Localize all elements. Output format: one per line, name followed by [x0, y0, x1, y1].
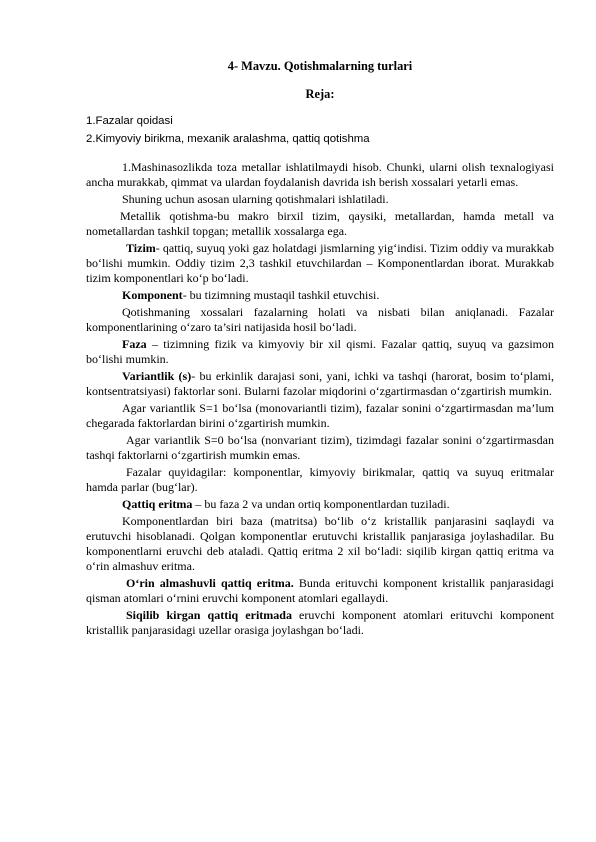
paragraph: [86, 465, 554, 495]
paragraph-text: – bu faza 2 va undan ortiq komponentlardan tuziladi.: [192, 496, 450, 511]
paragraph: [86, 576, 554, 606]
plan-title: Reja:: [305, 87, 335, 101]
paragraph-text: Fazalar quyidagilar: komponentlar, kimyoviy birikmalar, qattiq va suyuq eritmalar hamda parlar (bug‘lar).: [86, 464, 554, 494]
paragraph: [86, 608, 554, 638]
paragraph: [86, 514, 554, 575]
paragraph-text: Agar variantlik S=1 bo‘lsa (monovariantli tizim), fazalar sonini o‘zgartirmasdan ma’lum chegarada faktorlardan birini o‘zgartirish mumkin.: [86, 400, 554, 430]
document-page: [86, 58, 554, 640]
paragraph-text: – tizimning fizik va kimyoviy bir xil qismi. Fazalar qattiq, suyuq va gazsimon bo‘lishi mumkin.: [86, 336, 554, 366]
document-body: [86, 160, 554, 638]
paragraph-text: Agar variantlik S=0 bo‘lsa (nonvariant tizim), tizimdagi fazalar sonini o‘zgartirmasdan tashqi faktorlarni o‘zgartirish mumkin emas.: [86, 432, 554, 462]
term: O‘rin almashuvli qattiq eritma.: [126, 576, 294, 590]
document-title: 4- Mavzu. Qotishmalarning turlari: [227, 59, 413, 73]
paragraph: [86, 497, 554, 512]
term: Faza: [122, 336, 147, 351]
term: Siqilib kirgan qattiq eritmada: [126, 608, 292, 622]
plan-list: [86, 112, 554, 148]
plan-item: 2.Kimyoviy birikma, mexanik aralashma, qattiq qotishma: [86, 133, 370, 145]
paragraph-text: Komponentlardan biri baza (matritsa) bo‘lib o‘z kristallik panjarasini saqlaydi va erutuvchi hisoblanadi. Qolgan komponentlar erutuvchi kristallik panjarasiga joylashadilar. Bu komponentlarni eruvchi deb ataladi. Qattiq eritma 2 xil bo‘ladi: siqilib kirgan qattiq eritma va o‘rin almashuv eritma.: [86, 513, 554, 574]
paragraph: [86, 241, 554, 287]
paragraph-text: - bu erkinlik darajasi soni, yani, ichki va tashqi (harorat, bosim to‘plami, kontsentratsiyasi) faktorlar soni. Bularni fazolar miqdorini o‘zgartirmasdan o‘zgartirish mumkin.: [86, 368, 554, 398]
term: Variantlik (s): [122, 368, 192, 383]
paragraph-text: Qotishmaning xossalari fazalarning holati va nisbati bilan aniqlanadi. Fazalar komponentlarining o‘zaro ta’siri natijasida hosil bo‘ladi.: [86, 304, 554, 334]
paragraph-text: Shuning uchun asosan ularning qotishmalari ishlatiladi.: [122, 192, 389, 206]
paragraph: [86, 288, 554, 303]
paragraph: [86, 369, 554, 399]
paragraph: [86, 192, 554, 207]
paragraph-text: 1.Mashinasozlikda toza metallar ishlatilmaydi hisob. Chunki, ularni olish texnalogiyasi ancha murakkab, qimmat va ulardan foydalanish davrida ish berish xossalari yetarli emas.: [86, 160, 554, 190]
paragraph: [86, 305, 554, 335]
plan-item: 1.Fazalar qoidasi: [86, 115, 173, 127]
paragraph: [86, 209, 554, 239]
paragraph: [86, 337, 554, 367]
paragraph: [86, 433, 554, 463]
paragraph-text: eruvchi komponent atomlari erituvchi komponent kristallik panjarasidagi uzellar orasiga joylashgan bo‘ladi.: [86, 608, 554, 638]
paragraph-text: - bu tizimning mustaqil tashkil etuvchisi.: [182, 288, 380, 302]
term: Tizim: [126, 240, 156, 255]
paragraph-text: Bunda erituvchi komponent kristallik panjarasidagi qisman atomlari o‘rnini eruvchi komponent atomlari egallaydi.: [86, 576, 554, 606]
paragraph: [86, 401, 554, 431]
paragraph-text: - qattiq, suyuq yoki gaz holatdagi jismlarning yig‘indisi. Tizim oddiy va murakkab bo‘lishi mumkin. Oddiy tizim 2,3 tashkil etuvchilardan – Komponentlardan iborat. Murakkab tizim komponentlari ko‘p bo‘ladi.: [86, 240, 554, 286]
term: Komponent: [122, 288, 183, 302]
paragraph: [86, 160, 554, 190]
term: Qattiq eritma: [122, 496, 193, 511]
paragraph-text: Metallik qotishma-bu makro birxil tizim, qaysiki, metallardan, hamda metall va nometallardan tashkil topgan; metallik xossalarga ega.: [86, 208, 554, 238]
